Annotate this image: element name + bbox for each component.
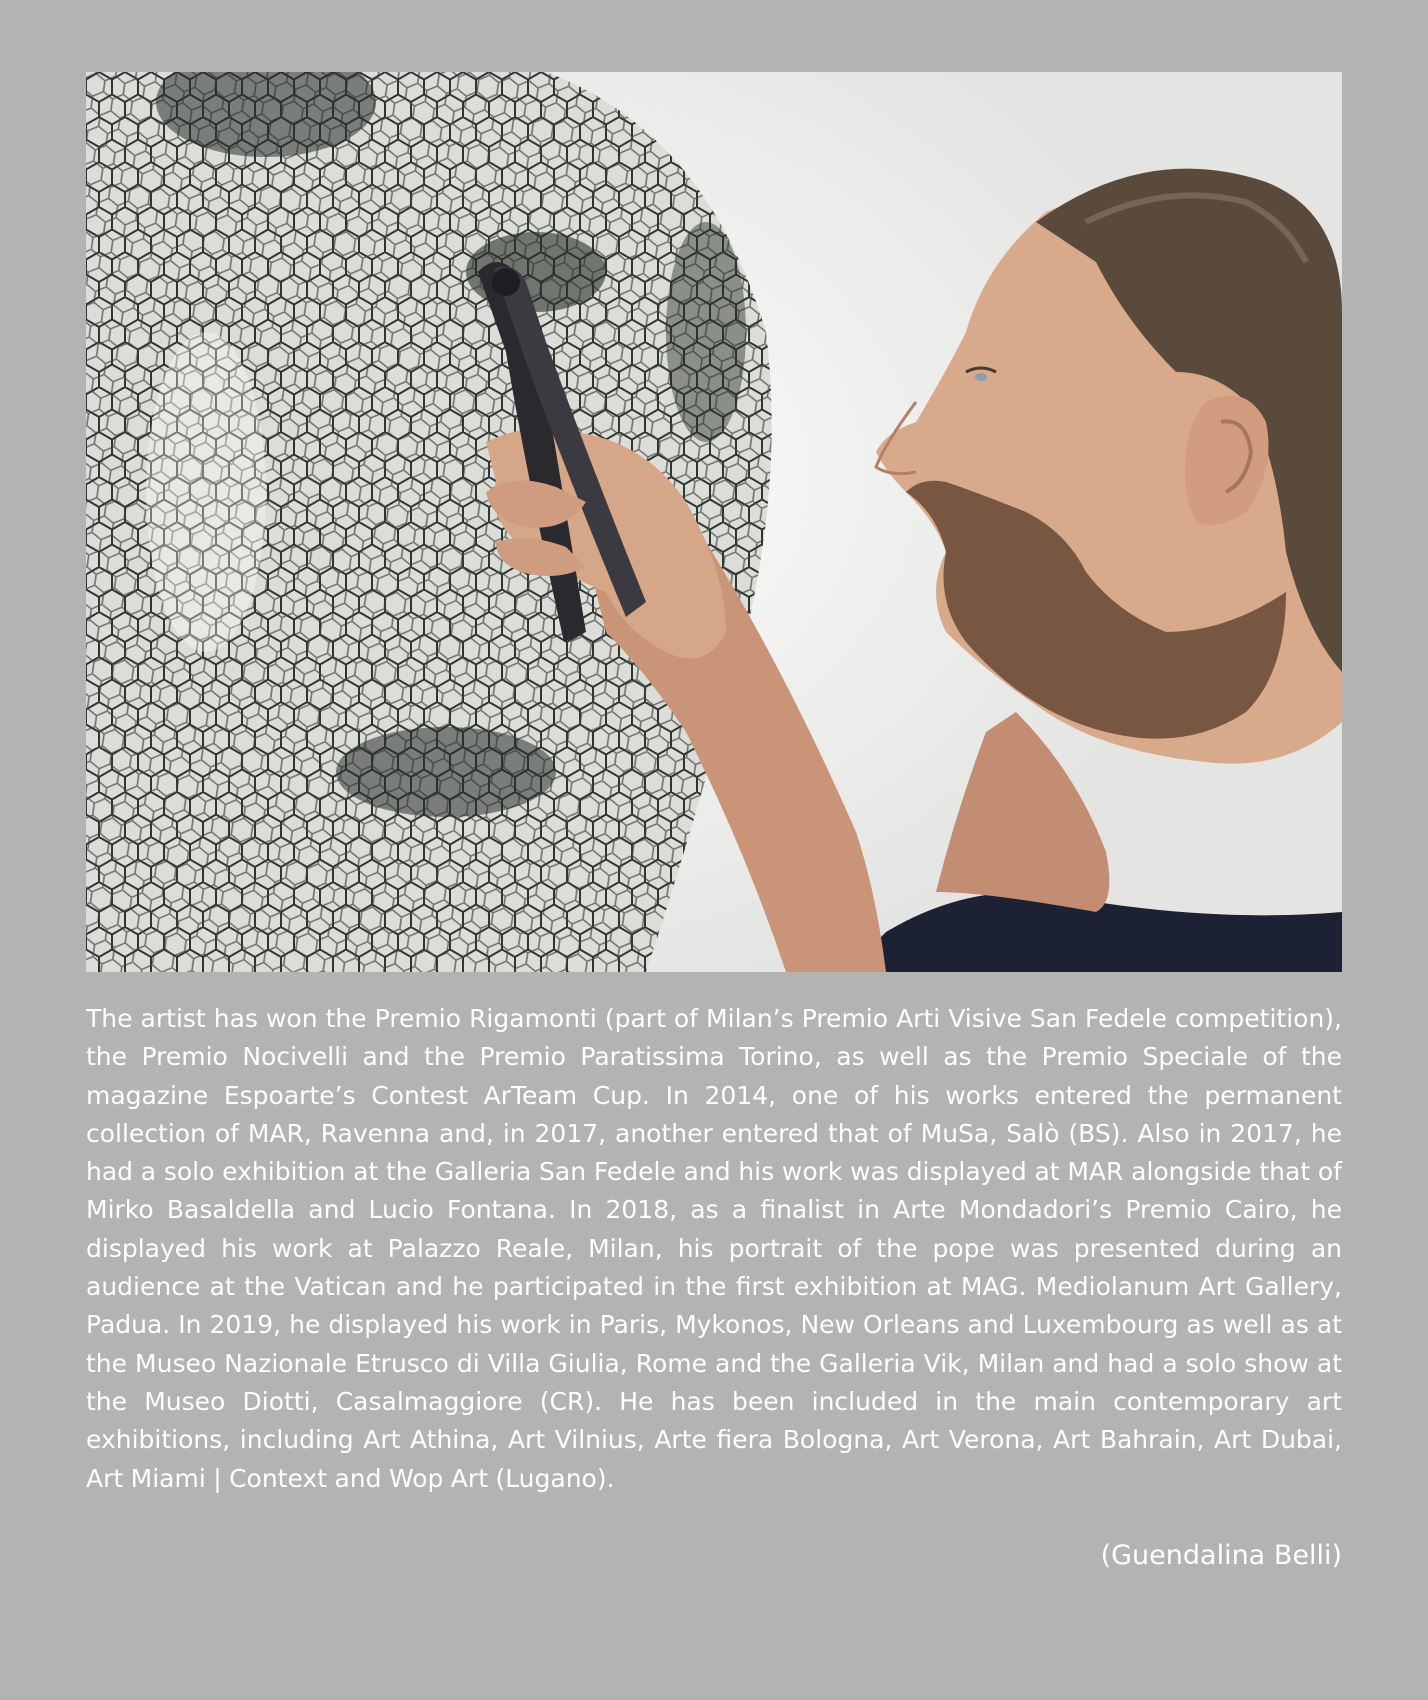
- author-credit: (Guendalina Belli): [1100, 1540, 1342, 1571]
- artist-photo: [86, 72, 1342, 972]
- artist-photo-illustration: [86, 72, 1342, 972]
- artist-biography: The artist has won the Premio Rigamonti (part of Milan’s Premio Arti Visive San Fedele competition), the Premio Nocivelli and the Premio Paratissima Torino, as well as the Premio Speciale of the magazine Espoarte’s Contest ArTeam Cup. In 2014, one of his works entered the permanent collection of MAR, Ravenna and, in 2017, another entered that of MuSa, Salò (BS). Also in 2017, he had a solo exhibition at the Galleria San Fedele and his work was displayed at MAR alongside that of Mirko Basaldella and Lucio Fontana. In 2018, as a finalist in Arte Mondadori’s Premio Cairo, he displayed his work at Palazzo Reale, Milan, his portrait of the pope was presented during an audience at the Vatican and he participated in the first exhibition at MAG. Mediolanum Art Gallery, Padua. In 2019, he displayed his work in Paris, Mykonos, New Orleans and Luxembourg as well as at the Museo Nazionale Etrusco di Villa Giulia, Rome and the Galleria Vik, Milan and had a solo show at the Museo Diotti, Casalmaggiore (CR). He has been included in the main contemporary art exhibitions, including Art Athina, Art Vilnius, Arte fiera Bologna, Art Verona, Art Bahrain, Art Dubai, Art Miami | Context and Wop Art (Lugano).: [86, 1004, 1342, 1493]
